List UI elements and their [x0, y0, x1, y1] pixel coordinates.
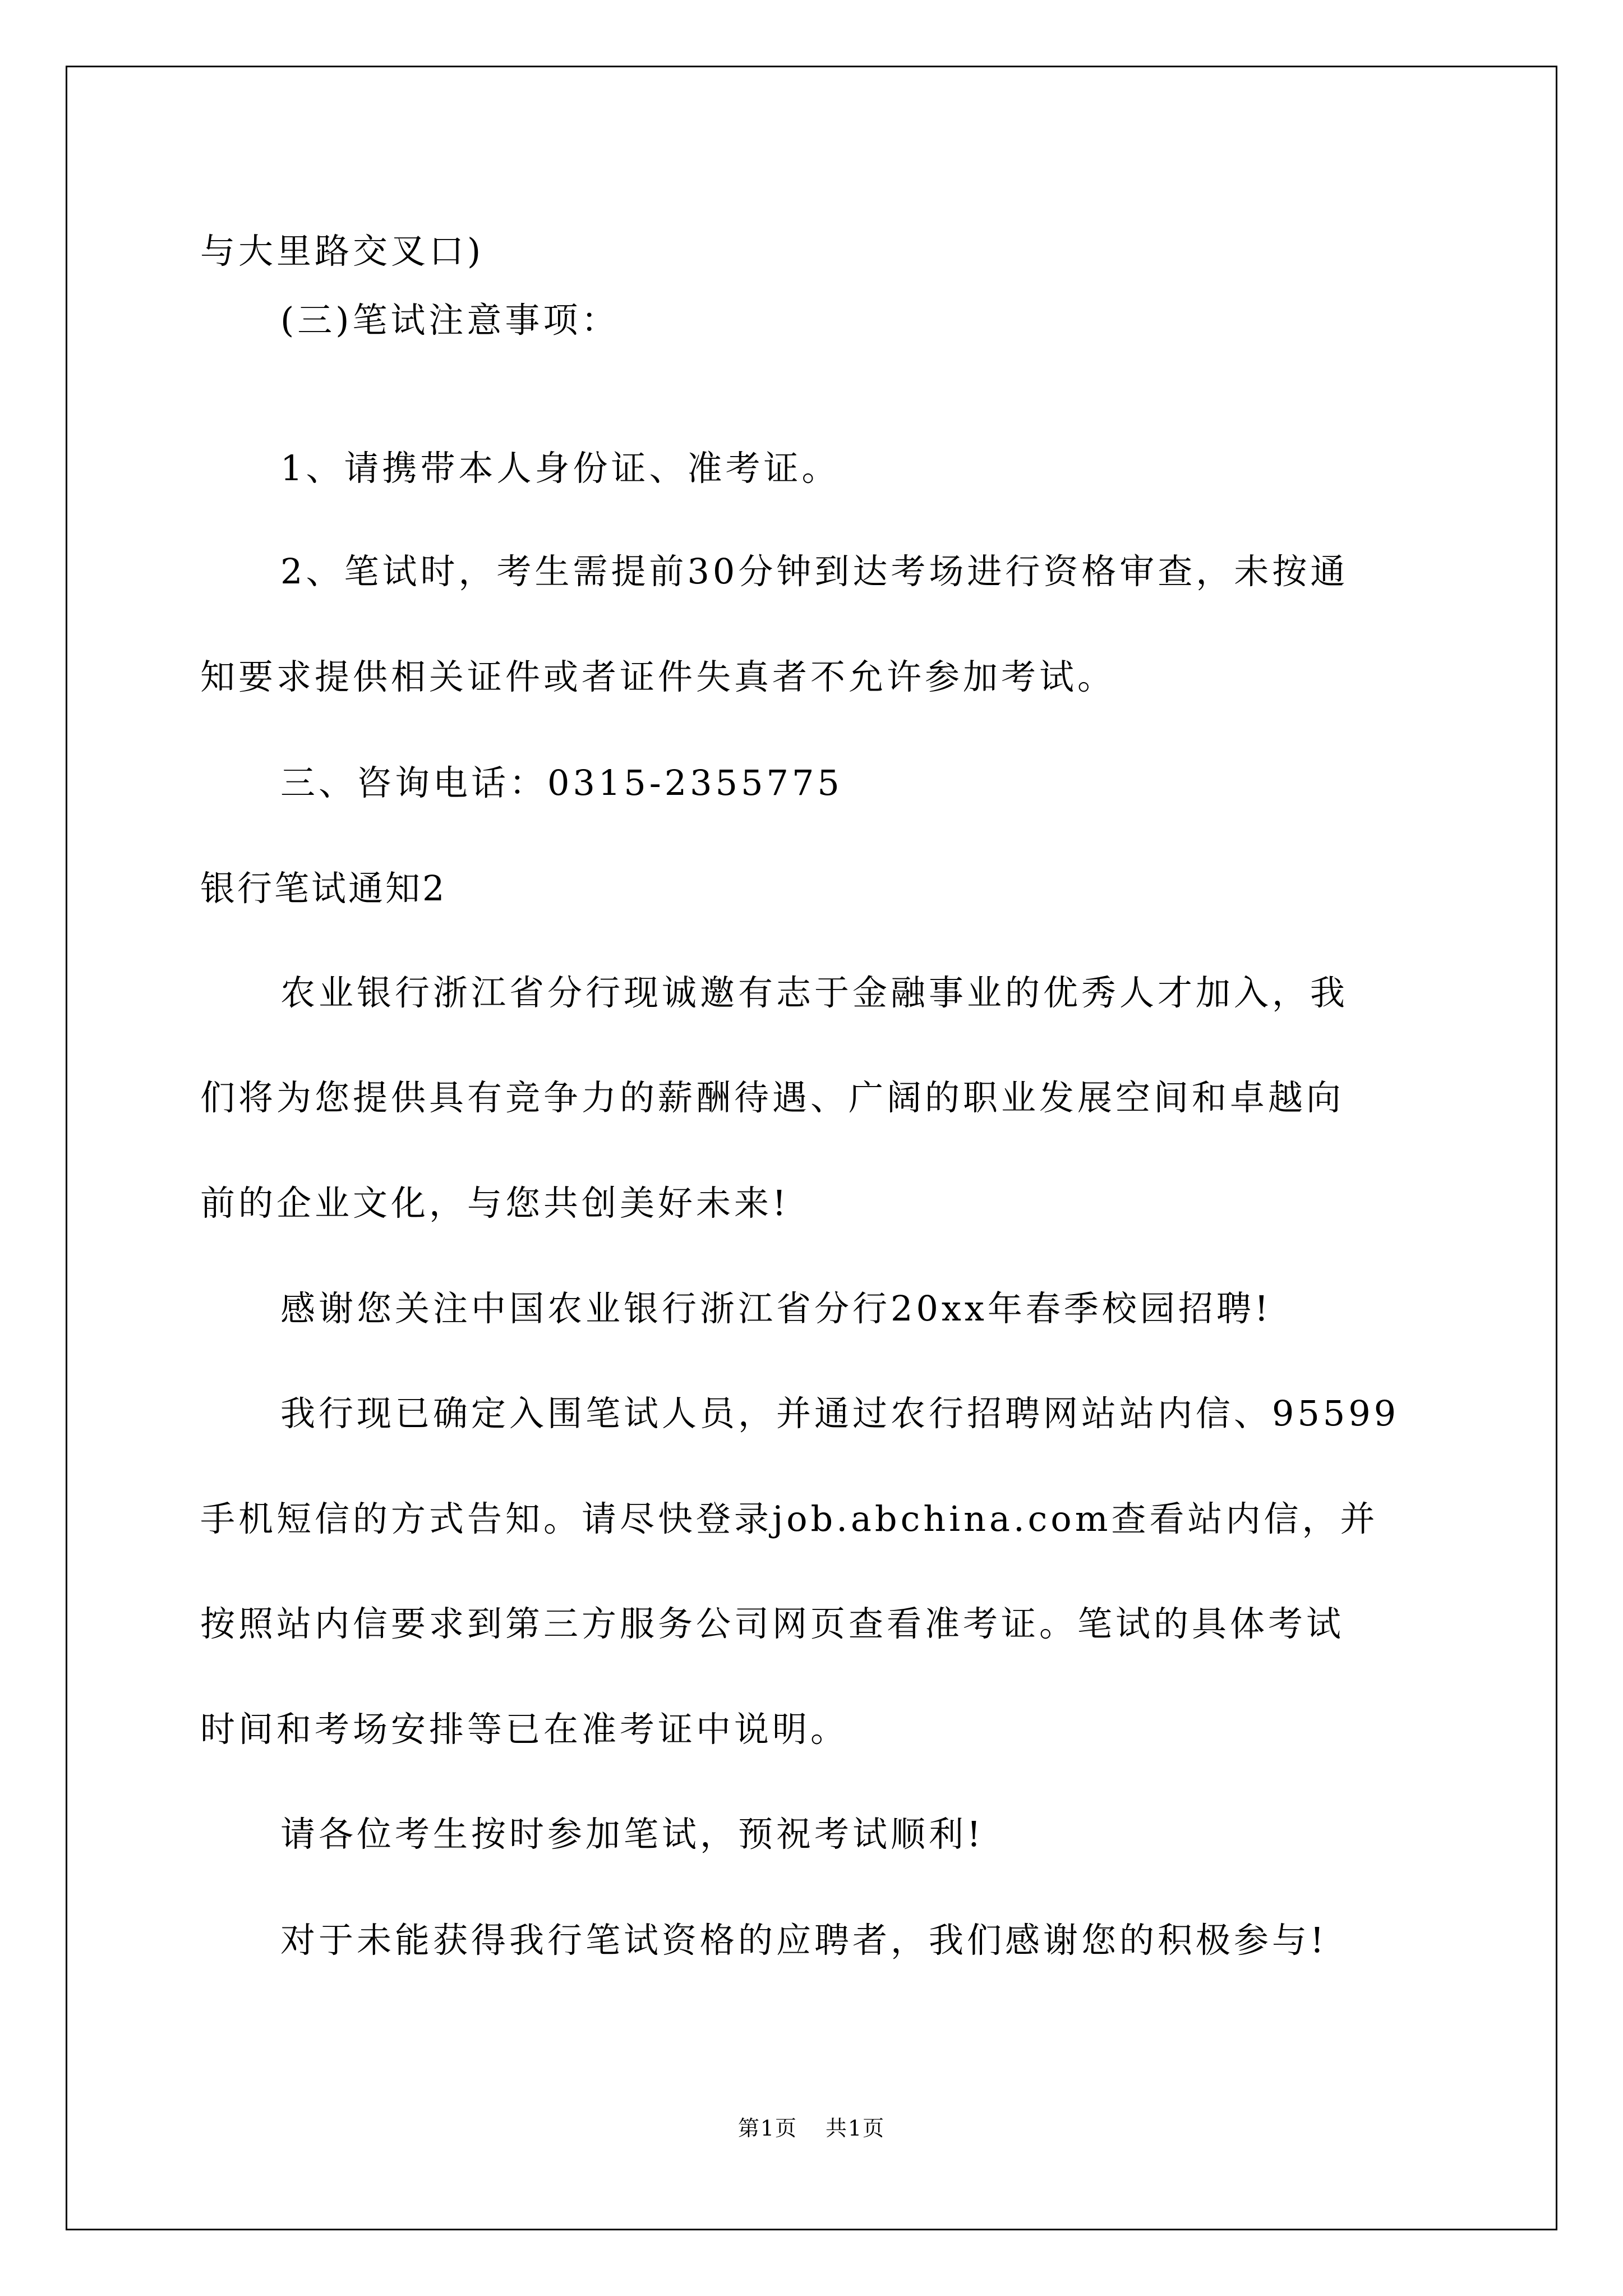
paragraph-line: 感谢您关注中国农业银行浙江省分行20xx年春季校园招聘!: [280, 1288, 1272, 1329]
page-footer: [0, 2118, 1623, 2139]
paragraph-line: 1、请携带本人身份证、准考证。: [280, 448, 840, 489]
paragraph-line: 手机短信的方式告知。请尽快登录job.abchina.com查看站内信，并: [200, 1498, 1378, 1539]
page-border: [66, 66, 1557, 2230]
paragraph-line: 对于未能获得我行笔试资格的应聘者，我们感谢您的积极参与!: [280, 1920, 1327, 1961]
paragraph-line: 与大里路交叉口): [200, 231, 485, 272]
paragraph-line: 请各位考生按时参加笔试，预祝考试顺利!: [280, 1814, 984, 1855]
page-number: 第1页: [737, 2116, 797, 2141]
paragraph-line: 2、笔试时，考生需提前30分钟到达考场进行资格审查，未按通: [280, 551, 1349, 592]
paragraph-line: 我行现已确定入围笔试人员，并通过农行招聘网站站内信、95599: [280, 1393, 1400, 1434]
paragraph-line: 按照站内信要求到第三方服务公司网页查看准考证。笔试的具体考试: [200, 1603, 1345, 1644]
section-heading: 银行笔试通知2: [200, 868, 447, 909]
paragraph-line: 农业银行浙江省分行现诚邀有志于金融事业的优秀人才加入，我: [280, 972, 1349, 1013]
paragraph-line: (三)笔试注意事项：: [280, 300, 620, 341]
paragraph-line: 三、咨询电话：0315-2355775: [280, 762, 843, 803]
page-total: 共1页: [826, 2116, 886, 2141]
paragraph-line: 们将为您提供具有竞争力的薪酬待遇、广阔的职业发展空间和卓越向: [200, 1077, 1345, 1118]
paragraph-line: 知要求提供相关证件或者证件失真者不允许参加考试。: [200, 656, 1116, 697]
paragraph-line: 时间和考场安排等已在准考证中说明。: [200, 1709, 849, 1750]
paragraph-line: 前的企业文化，与您共创美好未来!: [200, 1182, 790, 1223]
